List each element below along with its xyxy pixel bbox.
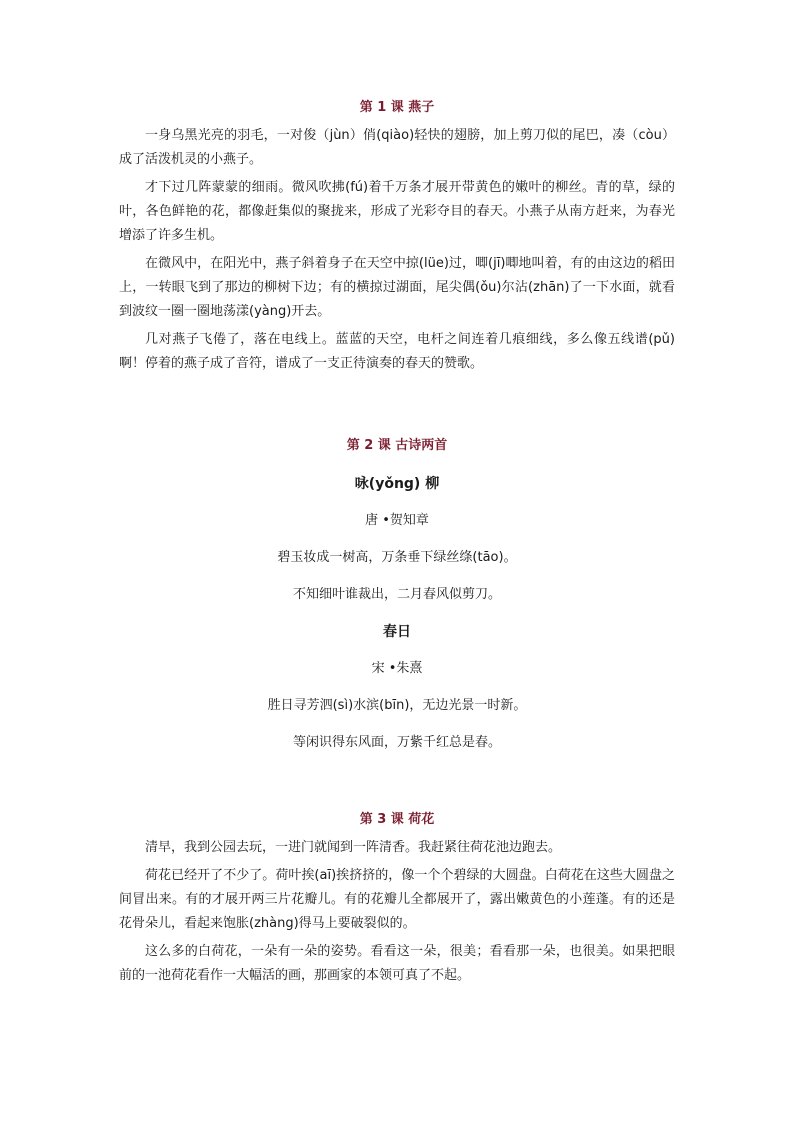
poem-line: 碧玉妆成一树高，万条垂下绿丝绦(tāo)。 xyxy=(277,550,517,565)
poem-line: 不知细叶谁裁出，二月春风似剪刀。 xyxy=(292,587,501,602)
poem-line: 胜日寻芳泗(sì)水滨(bīn)，无边光景一时新。 xyxy=(267,698,527,713)
lesson-1-paragraph: 一身乌黑光亮的羽毛，一对俊（jùn）俏(qiào)轻快的翅膀，加上剪刀似的尾巴，凑（còu）成了活泼机灵的小燕子。 xyxy=(119,128,675,167)
poem-author: 唐 •贺知章 xyxy=(365,513,429,528)
document-content xyxy=(119,98,675,992)
lesson-3-paragraph: 荷花已经开了不少了。荷叶挨(aī)挨挤挤的，像一个个碧绿的大圆盘。白荷花在这些大圆盘之间冒出来。有的才展开两三片花瓣儿。有的花瓣儿全都展开了，露出嫩黄色的小莲蓬。有的还是花骨朵儿，看起来饱胀(zhàng)得马上要破裂似的。 xyxy=(119,868,675,931)
lesson-3-paragraph: 清早，我到公园去玩，一进门就闻到一阵清香。我赶紧往荷花池边跑去。 xyxy=(145,840,562,855)
poem-author: 宋 •朱熹 xyxy=(371,661,423,676)
lesson-1-paragraph: 几对燕子飞倦了，落在电线上。蓝蓝的天空，电杆之间连着几痕细线，多么像五线谱(pǔ)啊！停着的燕子成了音符，谱成了一支正待演奏的春天的赞歌。 xyxy=(119,332,675,371)
poem-chun-ri xyxy=(119,622,675,753)
lesson-2-section xyxy=(119,436,675,753)
poem-title: 咏(yǒng) 柳 xyxy=(354,476,440,492)
lesson-1-section xyxy=(119,98,675,376)
lesson-2-title: 第 2 课 古诗两首 xyxy=(346,438,448,453)
poem-title: 春日 xyxy=(383,624,411,640)
poem-line: 等闲识得东风面，万紫千红总是春。 xyxy=(292,735,501,750)
lesson-3-paragraph: 这么多的白荷花，一朵有一朵的姿势。看看这一朵，很美；看看那一朵，也很美。如果把眼前的一池荷花看作一大幅活的画，那画家的本领可真了不起。 xyxy=(119,944,675,983)
lesson-1-paragraph: 在微风中，在阳光中，燕子斜着身子在天空中掠(lüe)过，唧(jī)唧地叫着，有的由这边的稻田上，一转眼飞到了那边的柳树下边；有的横掠过湖面，尾尖偶(ǒu)尔沾(zhān)了一下水面，就看到波纹一圈一圈地荡漾(yàng)开去。 xyxy=(119,256,675,319)
lesson-1-paragraph: 才下过几阵蒙蒙的细雨。微风吹拂(fú)着千万条才展开带黄色的嫩叶的柳丝。青的草，绿的叶，各色鲜艳的花，都像赶集似的聚拢来，形成了光彩夺目的春天。小燕子从南方赶来，为春光增添了许多生机。 xyxy=(119,180,675,243)
lesson-3-section xyxy=(119,810,675,988)
section-spacer xyxy=(119,380,675,436)
lesson-1-title: 第 1 课 燕子 xyxy=(359,100,435,115)
section-spacer xyxy=(119,770,675,810)
poem-yong-liu xyxy=(119,474,675,605)
lesson-3-title: 第 3 课 荷花 xyxy=(359,812,435,827)
